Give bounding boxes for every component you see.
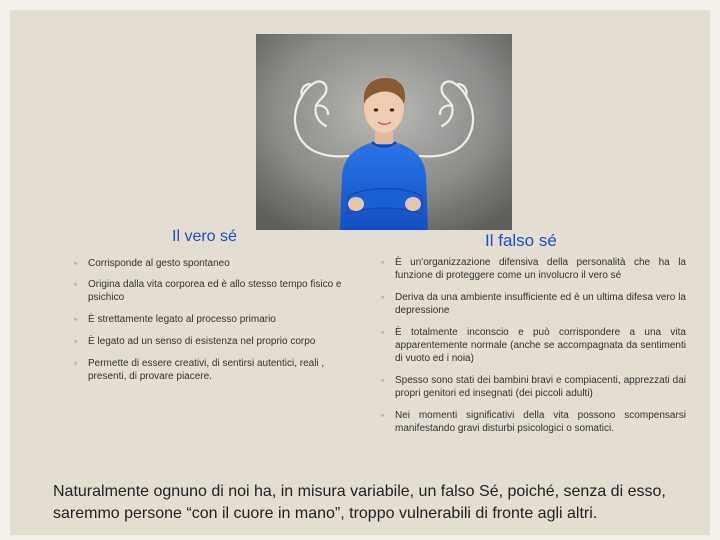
list-item: ◦ Permette di essere creativi, di sentirsi autentici, reali , presenti, di provare piacere.: [74, 357, 364, 383]
list-item: ◦ È strettamente legato al processo primario: [74, 313, 364, 326]
list-item: ◦ Nei momenti significativi della vita possono scompensarsi manifestando gravi disturbi psicologici o somatici.: [381, 409, 686, 435]
boy-strong-arms-photo: [256, 34, 512, 230]
false-self-list: [381, 256, 686, 444]
list-item: ◦ Corrisponde al gesto spontaneo: [74, 257, 364, 270]
list-item: ◦ È un'organizzazione difensiva della personalità che ha la funzione di proteggere come un involucro il vero sé: [381, 256, 686, 282]
list-item: ◦ Deriva da una ambiente insufficiente ed è un ultima difesa vero la depressione: [381, 291, 686, 317]
slide: [10, 10, 710, 535]
list-item: ◦ Origina dalla vita corporea ed è allo stesso tempo fisico e psichico: [74, 278, 364, 304]
conclusion-text: Naturalmente ognuno di noi ha, in misura variabile, un falso Sé, poiché, senza di esso, saremmo persone “con il cuore in mano”, troppo vulnerabili di fronte agli altri.: [53, 483, 666, 522]
list-item: ◦ È totalmente inconscio e può corrispondere a una vita apparentemente normale (anche se accompagnata da sentimenti di vuoto ed i noia): [381, 326, 686, 365]
true-self-list: [74, 257, 364, 392]
list-item: ◦ È legato ad un senso di esistenza nel proprio corpo: [74, 335, 364, 348]
true-self-title: Il vero sé: [172, 228, 237, 245]
list-item: ◦ Spesso sono stati dei bambini bravi e compiacenti, apprezzati dai propri genitori ed insegnati (dei piccoli adulti): [381, 374, 686, 400]
false-self-title: Il falso sé: [485, 231, 557, 250]
